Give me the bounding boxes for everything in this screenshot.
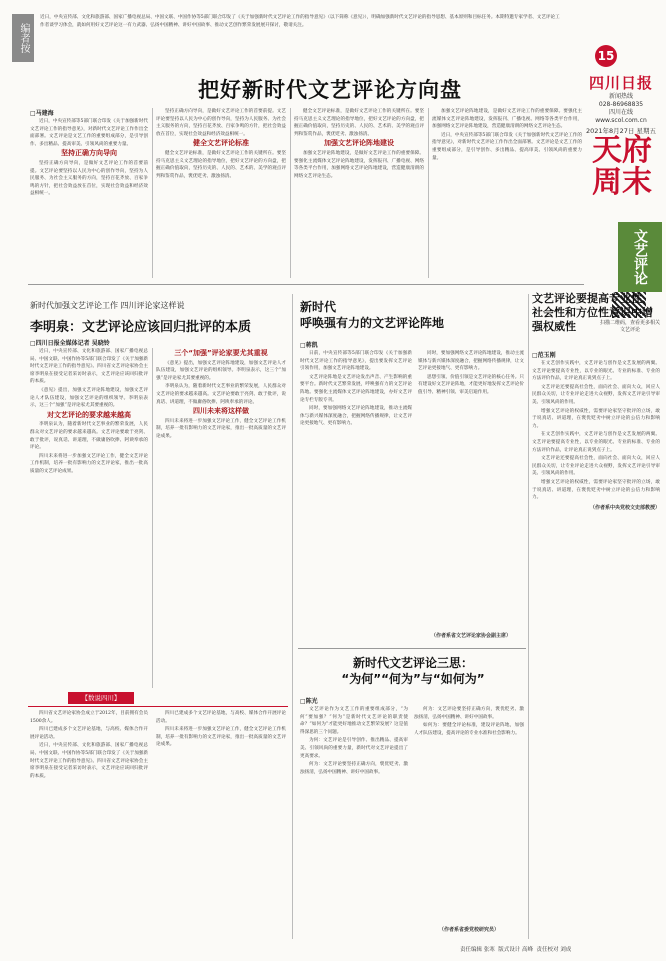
column-divider [290,108,291,278]
article1-subhead: 加强文艺评论阵地建设 [324,139,394,148]
section-badge: 文艺评论 [618,222,662,292]
article1-column-3 [294,108,424,278]
article1-column-2 [156,108,286,278]
article1-paragraph: 坚持正确方向导向，是做好文艺评论工作的首要前提。文艺评论要坚持以人民为中心的创作导向，坚持为人民服务、为社会主义服务的方向，坚持百花齐放、百家争鸣的方针，把社会效益放在首位，实现社会效益和经济效益相统一。 [30,160,148,197]
page-footer [460,945,660,953]
data-box-item: 近日，中央宣传部、文化和旅游部、国家广播电视总局、中国文联、中国作协等5部门联合印发了《关于加强新时代文艺评论工作的指导意见》。四川省文艺评论家协会主席李明泉在接受记者采访时表示，文艺评论应该回归批评的本质。 [30,743,148,779]
article1-author: □马建海 [30,110,54,117]
article5-paragraph: 如何为：要健全评论标准，建设评论阵地，加强人才队伍建设，提高评论的专业水准和社会影响力。 [414,723,524,736]
masthead-date: 2021年8月27日 星期五 [585,127,656,135]
article2-author: □四川日报全媒体记者 吴晓铃 [30,340,110,347]
article4-paragraph: 文艺评论还要提高社会性，面向社会、面向大众，回应人民群众关切，让专业评论走进大众视野，发挥文艺评论引导审美、引领风尚的作用。 [532,384,660,405]
article1-column-4 [432,108,582,278]
data-box-item: 四川已建成多个文艺评论基地，与高校、媒体合作开展评论活动。 [156,711,286,724]
column-divider [152,348,153,688]
article1-paragraph: 加强文艺评论阵地建设，是做好文艺评论工作的重要保障。要强化主流媒体文艺评论阵地建设，发挥报刊、广播电视、网络等各类平台作用，加强网络文艺评论阵地建设，营造健康清朗的网络文艺评论生态。 [432,109,582,130]
data-box-item: 四川已建成多个文艺评论基地，与高校、媒体合作开展评论活动。 [30,727,148,740]
article3-paragraph: 同时，要加强网络文艺评论阵地建设，推动主流媒体与新兴媒体深度融合，把握网络传播规律，让文艺评论更接地气、更有影响力。 [300,406,412,427]
article2-subhead: 对文艺评论的要求越来越高 [47,410,131,419]
article3-author: □蒋凯 [300,342,318,349]
article2-subhead: 三个“加强”评论家要尤其重视 [174,349,268,357]
supplement-name: 天府周末 [592,133,652,200]
column-divider [292,294,293,939]
masthead-logo: 四川日报 [588,74,653,92]
article1-subhead: 健全文艺评论标准 [193,139,249,148]
article2-subhead: 四川未来将这样做 [193,407,249,416]
data-box-rule [28,706,288,707]
masthead-hotline: 028-86968835 [598,101,644,108]
article1-paragraph: 加强文艺评论阵地建设，是做好文艺评论工作的重要保障。要强化主流媒体文艺评论阵地建设，发挥报刊、广播电视、网络等各类平台作用，加强网络文艺评论阵地建设，营造健康清朗的网络文艺评论生态。 [294,150,424,179]
qr-caption: 扫描二维码，查看更多相关文艺评论 [600,320,661,333]
article5-title-line2: “为何”“何为”与“如何为” [341,672,485,686]
article3-paragraph: 文艺评论阵地是文艺评论发出声音、产生影响的重要平台。新时代文艺繁荣发展，呼唤强有力的文艺评论阵地。要强化主流媒体文艺评论阵地建设，办好文艺评论专栏专版专刊。 [300,374,412,403]
footer-designer: 版式设计 高峰 [498,947,533,953]
footer-editor: 责任编辑 张寒 [460,947,495,953]
article4-author: □范玉刚 [532,352,556,359]
article1-paragraph: 健全文艺评论标准，是做好文艺评论工作的关键所在。要坚持马克思主义文艺理论的指导地位，把好文艺评论的方向盘，把握正确价值取向，坚持历史的、人民的、艺术的、美学的观点评判和鉴赏作品，褒优贬劣、激浊扬清。 [294,109,424,137]
article5-paragraph: 何为：文艺评论要坚持正确方向，褒优贬劣、激浊扬清，弘扬中国精神、讲好中国故事。 [414,707,524,720]
data-box-item: 四川省文艺评论家协会成立于2012年，目前拥有会员1500余人。 [30,711,148,724]
article5-column-1 [300,706,408,934]
article3-paragraph: 日前，中央宣传部等5部门联合印发《关于加强新时代文艺评论工作的指导意见》，提出要发挥文艺评论引领作用，加强文艺评论阵地建设。 [300,351,412,372]
article4-paragraph: 文艺评论还要提高社会性，面向社会、面向大众，回应人民群众关切，让专业评论走进大众视野，发挥文艺评论引导审美、引领风尚的作用。 [532,456,660,477]
article3-paragraph: 思想引领、价值引领是文艺评论的核心任务。只有建设好文艺评论阵地，才能更好地发挥文艺评论价值引导、精神引领、审美启迪作用。 [418,374,524,395]
article5-paragraph: 何为：文艺评论要坚持正确方向，褒优贬劣、激浊扬清，弘扬中国精神、讲好中国故事。 [300,762,408,775]
article2-paragraph: 《意见》提出，加强文艺评论阵地建设，加强文艺评论人才队伍建设，加强文艺评论的组织领导。李明泉表示，这三个“加强”是评论家尤其要重视的。 [30,387,148,409]
article4-body [532,360,660,930]
article5-title-line1: 新时代文艺评论三思： [352,656,473,670]
column-divider [428,108,429,278]
supplement-logo [592,135,658,225]
article5-author: □陈光 [300,698,318,705]
article5-paragraph: 为何：文艺评论是引导创作、推出精品、提高审美、引领风尚的重要力量，新时代对文艺评论提出了更高要求。 [300,738,408,759]
article2-column-2 [156,348,286,688]
article2-column-1 [30,348,148,688]
article1-subhead: 坚持正确方向导向 [61,149,117,158]
masthead-site-name: 四川在线 [608,109,633,116]
masthead-hotline-label: 新闻热线 [608,93,633,100]
article4-paragraph: 增强文艺评论的权威性，需要评论家坚守批评的立场，敢于说真话、讲道理，在褒优贬劣中树立评论的公信力和影响力。 [532,408,660,429]
editor-tag: 编者按 [12,14,34,62]
masthead-site-url: www.scol.com.cn [595,117,647,124]
page-number-badge: 15 [595,45,617,67]
masthead [585,72,657,135]
editor-note: 近日，中央宣传部、文化和旅游部、国家广播电视总局、中国文联、中国作协等5部门联合印发了《关于加强新时代文艺评论工作的指导意见》（以下简称《意见》），明确加强新时代文艺评论的指导思想、基本原则和目标任务。本期特邀专家学者、文艺评论工作者谈学习体会，就如何用好文艺评论这一有力武器、弘扬中国精神、讲好中国故事、推动文艺创作繁荣发展展开探讨，敬请关注。 [40,15,560,28]
article4-title: 文艺评论要提高专业性、社会性和方位性意识中增强权威性 [532,292,653,333]
data-box-item: 四川未来将进一步加强文艺评论工作，健全文艺评论工作机制，培养一批有影响力的文艺评论家，推出一批高质量的文艺评论成果。 [156,727,286,748]
section-rule [298,648,526,649]
article3-column-1 [300,350,412,640]
article4-credit: （作者系中央党校文史部教授） [589,504,660,511]
article3-column-2 [418,350,524,630]
article2-kicker: 新时代加强文艺评论工作 四川评论家这样说 [30,301,185,310]
footer-reviewer: 责任校对 刘成 [536,947,572,953]
article1-column-1 [30,118,148,278]
article3-title-line1: 新时代 [300,300,337,314]
article1-paragraph: 健全文艺评论标准，是做好文艺评论工作的关键所在。要坚持马克思主义文艺理论的指导地位，把好文艺评论的方向盘，把握正确价值取向，坚持历史的、人民的、艺术的、美学的观点评判和鉴赏作品，褒优贬劣、激浊扬清。 [156,150,286,179]
article2-title: 李明泉：文艺评论应该回归批评的本质 [30,320,252,335]
section-rule [28,284,584,285]
article3-credit: （作者系省文艺评论家协会副主席） [430,633,511,639]
article1-paragraph: 坚持正确方向导向，是做好文艺评论工作的首要前提。文艺评论要坚持以人民为中心的创作导向，坚持为人民服务、为社会主义服务的方向，坚持百花齐放、百家争鸣的方针，把社会效益放在首位，实现社会效益和经济效益相统一。 [156,109,286,137]
data-box-heading: 【数说四川】 [68,692,134,704]
article2-paragraph: 《意见》提出，加强文艺评论阵地建设，加强文艺评论人才队伍建设，加强文艺评论的组织领导。李明泉表示，这三个“加强”是评论家尤其要重视的。 [156,360,286,381]
article5-credit: （作者系省委党校研究员） [438,927,499,933]
data-box-column-2 [156,710,286,935]
article2-paragraph: 近日，中央宣传部、文化和旅游部、国家广播电视总局、中国文联、中国作协等5部门联合印发了《关于加强新时代文艺评论工作的指导意见》。四川省文艺评论家协会主席李明泉在接受记者采访时表示，文艺评论应该回归批评的本质。 [30,349,148,385]
article5-paragraph: 文艺评论作为文艺工作的重要组成部分，“为何”要加强？“何为”是新时代文艺评论的职责使命？“如何为”才能更好地推动文艺繁荣发展？这是值得深思的三个问题。 [300,707,408,735]
article5-column-2 [414,706,524,924]
article1-title: 把好新时代文艺评论方向盘 [198,77,462,102]
article3-title-line2: 呼唤强有力的文艺评论阵地 [300,316,445,330]
article3-paragraph: 同时，要加强网络文艺评论阵地建设，推动主流媒体与新兴媒体深度融合，把握网络传播规律，让文艺评论更接地气、更有影响力。 [418,351,524,372]
article4-paragraph: 增强文艺评论的权威性，需要评论家坚守批评的立场，敢于说真话、讲道理，在褒优贬劣中树立评论的公信力和影响力。 [532,479,660,501]
article4-paragraph: 在文艺创作实践中，文艺评论与创作是文艺发展的两翼。文艺评论要提高专业性，以专业的眼光、专业的标准、专业的方法评价作品，让评论真正说到点子上。 [532,361,660,382]
article2-paragraph: 李明泉认为，随着新时代文艺事业的繁荣发展，人民群众对文艺评论的要求越来越高。文艺评论要敢于亮剑、敢于批评，说真话、讲道理，不做庸俗吹捧、阿谀奉承的评论。 [30,422,148,451]
column-divider [152,108,153,278]
data-box-column-1 [30,710,148,935]
column-divider [528,294,529,939]
article1-paragraph: 近日，中央宣传部等5部门联合印发《关于加强新时代文艺评论工作的指导意见》，对新时代文艺评论工作作出全面部署。文艺评论是文艺工作的重要组成部分，是引导创作、多出精品、提高审美、引领风尚的重要力量。 [30,119,148,147]
article2-paragraph: 四川未来将进一步加强文艺评论工作，健全文艺评论工作机制，培养一批有影响力的文艺评论家，推出一批高质量的文艺评论成果。 [156,418,286,439]
article1-paragraph: 近日，中央宣传部等5部门联合印发《关于加强新时代文艺评论工作的指导意见》，对新时代文艺评论工作作出全面部署。文艺评论是文艺工作的重要组成部分，是引导创作、多出精品、提高审美、引领风尚的重要力量。 [432,132,582,161]
article2-paragraph: 四川未来将进一步加强文艺评论工作，健全文艺评论工作机制，培养一批有影响力的文艺评论家，推出一批高质量的文艺评论成果。 [30,453,148,474]
article2-paragraph: 李明泉认为，随着新时代文艺事业的繁荣发展，人民群众对文艺评论的要求越来越高。文艺评论要敢于亮剑、敢于批评，说真话、讲道理，不做庸俗吹捧、阿谀奉承的评论。 [156,384,286,405]
article4-paragraph: 在文艺创作实践中，文艺评论与创作是文艺发展的两翼。文艺评论要提高专业性，以专业的眼光、专业的标准、专业的方法评价作品，让评论真正说到点子上。 [532,432,660,453]
